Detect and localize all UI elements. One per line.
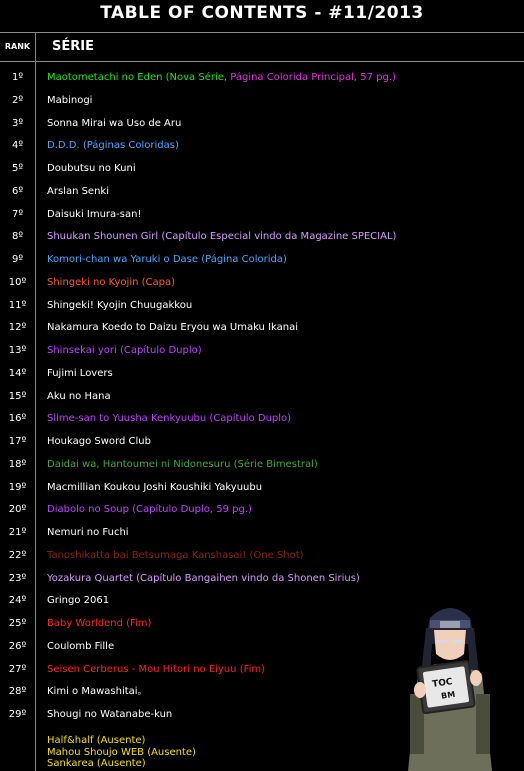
series-title-part: Yozakura Quartet (Capítulo Bangaihen vindo da Shonen Sirius)	[47, 572, 360, 584]
serie-column-header: SÉRIE	[52, 39, 94, 54]
rank-number: 3º	[11, 117, 24, 129]
list-item	[0, 432, 524, 452]
rank-number: 18º	[8, 458, 27, 470]
series-title	[47, 159, 136, 179]
series-title	[47, 250, 287, 270]
rank-number: 21º	[8, 527, 27, 538]
list-item	[0, 250, 524, 270]
series-title-part: Komori-chan wa Yaruki o Dase (Página Colorida)	[47, 254, 287, 265]
rank-number: 6º	[11, 185, 24, 197]
series-title	[47, 614, 151, 634]
series-title-part: Nakamura Koedo to Daizu Eryou wa Umaku Ikanai	[47, 322, 299, 334]
series-title	[47, 455, 318, 475]
series-title-part: Daidai wa, Hantoumei ni Nidonesuru (Série Bimestral)	[47, 458, 318, 470]
series-title	[47, 296, 192, 316]
list-item	[0, 364, 524, 384]
mascot-character-image	[400, 594, 500, 771]
series-title	[47, 341, 202, 361]
list-item	[0, 205, 524, 225]
series-title	[47, 114, 181, 134]
rank-number: 4º	[11, 140, 24, 152]
rank-number: 26º	[8, 640, 27, 652]
series-title-part: Coulomb Fille	[47, 640, 115, 652]
series-title-part: Daisuki Imura-san!	[47, 208, 142, 220]
list-item	[0, 159, 524, 179]
series-title	[47, 523, 129, 543]
series-title-part: Arslan Senki	[47, 185, 109, 197]
series-title	[47, 682, 148, 702]
rank-number: 11º	[8, 299, 27, 311]
series-title-part: Nemuri no Fuchi	[47, 527, 129, 538]
mascot-sign-bm: BM	[440, 689, 456, 701]
series-title	[47, 478, 262, 498]
list-item	[0, 523, 524, 543]
series-title-part: Shougi no Watanabe-kun	[47, 709, 173, 720]
series-title-part: Fujimi Lovers	[47, 367, 113, 379]
series-title	[47, 591, 109, 611]
series-title	[47, 387, 111, 407]
list-item	[0, 273, 524, 293]
rank-number: 12º	[8, 322, 27, 334]
series-title	[47, 660, 265, 680]
series-title-part: Doubutsu no Kuni	[47, 163, 136, 174]
list-item	[0, 478, 524, 498]
list-item	[0, 136, 524, 156]
series-title	[47, 705, 172, 725]
rank-number: 2º	[11, 94, 24, 106]
series-title	[47, 500, 252, 520]
series-title	[47, 227, 396, 247]
list-item	[0, 341, 524, 361]
list-item	[0, 227, 524, 247]
series-title-part: Shuukan Shounen Girl (Capítulo Especial vindo da Magazine SPECIAL)	[47, 231, 397, 243]
page-title: TABLE OF CONTENTS - #11/2013	[100, 3, 424, 23]
series-title-part: Kimi o Mawashitai。	[47, 686, 148, 698]
series-title-part: Shingeki no Kyojin (Capa)	[47, 276, 176, 288]
list-item	[0, 91, 524, 111]
series-title-part: Mabinogi	[47, 94, 93, 106]
series-title	[47, 91, 92, 111]
list-item	[0, 182, 524, 202]
series-title	[47, 318, 298, 338]
rank-column-header: RANK	[0, 33, 36, 61]
list-item	[0, 546, 524, 566]
series-title-part: Diabolo no Soup (Capítulo Duplo, 59 pg.)	[47, 504, 252, 516]
absent-series-item: Sankarea (Ausente)	[47, 758, 146, 769]
rank-number: 13º	[8, 345, 27, 356]
rank-number: 7º	[11, 208, 24, 220]
list-item	[0, 455, 524, 475]
series-title	[47, 432, 151, 452]
rank-number: 27º	[8, 663, 27, 675]
rank-number: 1º	[11, 72, 24, 83]
rank-number: 19º	[8, 481, 27, 493]
rank-number: 16º	[8, 413, 27, 425]
series-title-part: Gringo 2061	[47, 595, 110, 607]
list-item	[0, 318, 524, 338]
list-item	[0, 409, 524, 429]
series-title	[47, 637, 114, 657]
series-title	[47, 68, 396, 88]
rank-number: 5º	[11, 163, 24, 174]
rank-number: 25º	[8, 618, 27, 629]
series-title-part: Macmillian Koukou Joshi Koushiki Yakyuubu	[47, 481, 263, 493]
rank-number: 28º	[8, 686, 27, 698]
series-title	[47, 182, 109, 202]
series-title	[47, 546, 304, 566]
series-title-part: Maotometachi no Eden (Nova Série,	[47, 72, 231, 83]
absent-series-item: Half&half (Ausente)	[47, 735, 146, 746]
series-title	[47, 409, 291, 429]
list-item	[0, 68, 524, 88]
series-title	[47, 273, 175, 293]
series-title-part: Sonna Mirai wa Uso de Aru	[47, 117, 182, 129]
mascot-sign-toc: TOC	[431, 677, 454, 690]
absent-series-list	[47, 735, 196, 770]
series-title-part: D.D.D. (Páginas Coloridas)	[47, 140, 179, 152]
series-title-part: Aku no Hana	[47, 390, 111, 402]
rank-number: 20º	[8, 504, 27, 516]
rank-number: 23º	[8, 572, 27, 584]
rank-number: 9º	[11, 254, 24, 265]
series-title	[47, 136, 179, 156]
series-title	[47, 364, 113, 384]
absent-series-item: Mahou Shoujo WEB (Ausente)	[47, 746, 196, 758]
list-item	[0, 114, 524, 134]
series-title-part: Houkago Sword Club	[47, 436, 151, 447]
series-title-part: Baby Worldend (Fim)	[47, 618, 152, 629]
rank-number: 29º	[8, 709, 27, 720]
rank-number: 8º	[11, 231, 24, 243]
rank-number: 15º	[8, 390, 27, 402]
rank-number: 17º	[8, 436, 27, 447]
rank-number: 10º	[8, 276, 27, 288]
list-item	[0, 500, 524, 520]
series-title	[47, 205, 141, 225]
list-item	[0, 296, 524, 316]
series-title	[47, 569, 360, 589]
list-item	[0, 387, 524, 407]
rank-number: 22º	[8, 549, 27, 561]
rank-number: 14º	[8, 367, 27, 379]
series-title-part: Shingeki! Kyojin Chuugakkou	[47, 299, 193, 311]
series-title-part: Slime-san to Yuusha Kenkyuubu (Capítulo Duplo)	[47, 413, 292, 425]
series-title-part: Página Colorida Principal, 57 pg.)	[230, 72, 396, 83]
series-title-part: Seisen Cerberus - Mou Hitori no Eiyuu (Fim)	[47, 663, 266, 675]
series-title-part: Shinsekai yori (Capítulo Duplo)	[47, 345, 202, 356]
list-item	[0, 569, 524, 589]
rank-number: 24º	[8, 595, 27, 607]
table-header	[0, 32, 524, 62]
series-title-part: Tanoshikatta bai Betsumaga Kanshasai! (One Shot)	[47, 549, 304, 561]
